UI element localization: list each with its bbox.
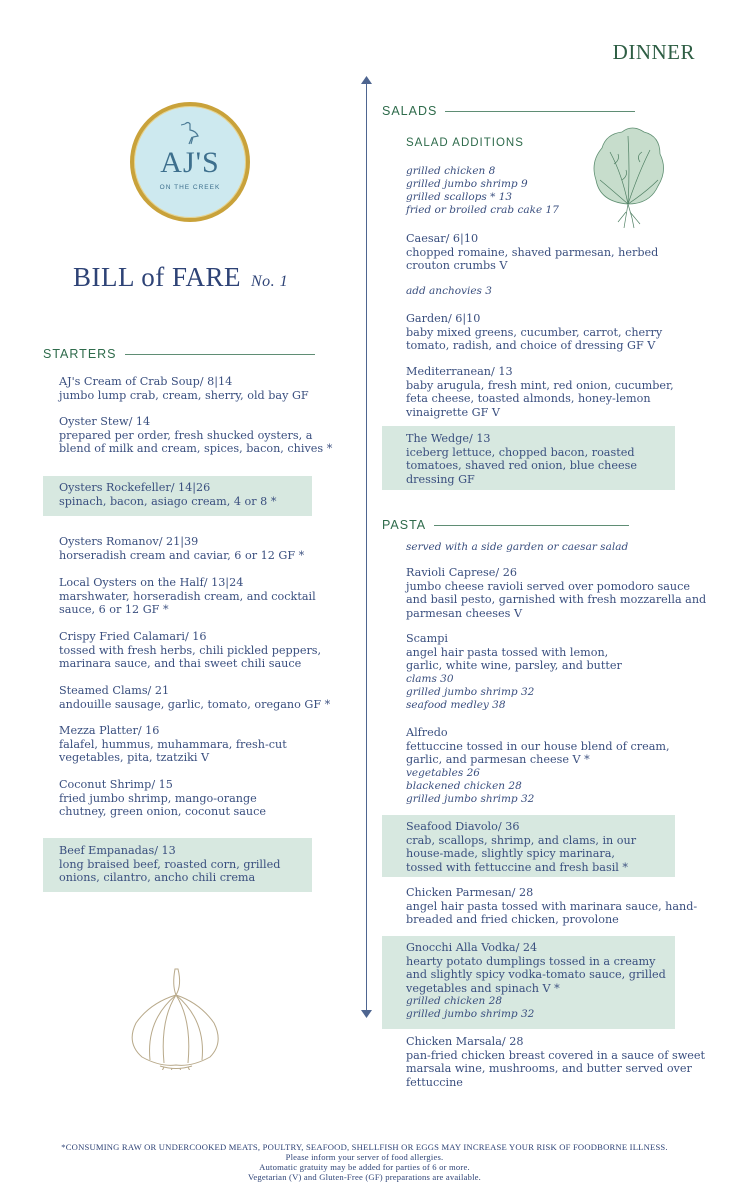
page-title: DINNER — [612, 40, 695, 64]
menu-item: Mediterranean/ 13 baby arugula, fresh mint, red onion, cucumber, feta cheese, toasted almonds, honey-lemon vinaigrette GF V — [406, 365, 674, 419]
arrow-down-icon — [361, 1010, 372, 1018]
menu-item: Local Oysters on the Half/ 13|24 marshwater, horseradish cream, and cocktail sauce, 6 or 12 GF * — [59, 576, 316, 617]
menu-item: Chicken Marsala/ 28 pan-fried chicken breast covered in a sauce of sweet marsala wine, mushrooms, and butter served over fettuccine — [406, 1035, 706, 1089]
menu-item: The Wedge/ 13 iceberg lettuce, chopped bacon, roasted tomatoes, shaved red onion, blue cheese dressing GF — [406, 432, 637, 486]
menu-item: Oysters Romanov/ 21|39 horseradish cream and caviar, 6 or 12 GF * — [59, 535, 305, 562]
arrow-up-icon — [361, 76, 372, 84]
menu-item: Steamed Clams/ 21 andouille sausage, garlic, tomato, oregano GF * — [59, 684, 331, 711]
menu-item: Seafood Diavolo/ 36 crab, scallops, shrimp, and clams, in our house-made, slightly spicy marinara, tossed with fettuccine and fresh basil * — [406, 820, 637, 874]
lettuce-illustration — [588, 124, 668, 230]
menu-number: No. 1 — [251, 273, 289, 290]
menu-item: Caesar/ 6|10 chopped romaine, shaved parmesan, herbed crouton crumbs V — [406, 232, 659, 273]
menu-item: Chicken Parmesan/ 28 angel hair pasta tossed with marinara sauce, hand-breaded and fried chicken, provolone — [406, 886, 698, 927]
starters-heading: STARTERS — [43, 347, 315, 361]
menu-item: Scampi angel hair pasta tossed with lemon, garlic, white wine, parsley, and butter clams 30 grilled jumbo shrimp 32 seafood medley 38 — [406, 632, 622, 711]
menu-item: Gnocchi Alla Vodka/ 24 hearty potato dumplings tossed in a creamy and slightly spicy vodka-tomato sauce, grilled vegetables and spinach V * grilled chicken 28 grilled jumbo shrimp 32 — [406, 941, 666, 1021]
heron-icon — [181, 120, 201, 146]
pasta-note: served with a side garden or caesar salad — [406, 541, 629, 553]
pasta-heading: PASTA — [382, 518, 629, 532]
salads-heading: SALADS — [382, 104, 635, 118]
logo-name: AJ'S — [160, 146, 220, 179]
divider — [125, 354, 315, 355]
garlic-illustration — [120, 965, 230, 1070]
salad-additions-list: grilled chicken 8 grilled jumbo shrimp 9 grilled scallops * 13 fried or broiled crab cake 17 — [406, 165, 559, 216]
menu-title: BILL of FARE No. 1 — [73, 262, 289, 292]
footer-disclaimer: *CONSUMING RAW OR UNDERCOOKED MEATS, POULTRY, SEAFOOD, SHELLFISH OR EGGS MAY INCREASE YOUR RISK OF FOODBORNE ILLNESS. Please inform your server of food allergies. Automatic gratuity may be added for parties of 6 or more. Vegetarian (V) and Gluten-Free (GF) preparations are available. — [61, 1142, 668, 1182]
menu-item: AJ's Cream of Crab Soup/ 8|14 jumbo lump crab, cream, sherry, old bay GF — [59, 375, 309, 402]
divider — [434, 525, 629, 526]
menu-item: Garden/ 6|10 baby mixed greens, cucumber, carrot, cherry tomato, radish, and choice of dressing GF V — [406, 312, 663, 353]
salad-additions-heading: SALAD ADDITIONS — [406, 137, 524, 149]
menu-item: Alfredo fettuccine tossed in our house blend of cream, garlic, and parmesan cheese V * vegetables 26 blackened chicken 28 grilled jumbo shrimp 32 — [406, 726, 670, 805]
logo — [130, 102, 250, 222]
menu-item: Coconut Shrimp/ 15 fried jumbo shrimp, mango-orange chutney, green onion, coconut sauce — [59, 778, 266, 819]
column-divider — [366, 82, 367, 1012]
logo-tagline: ON THE CREEK — [159, 184, 221, 191]
menu-item: Crispy Fried Calamari/ 16 tossed with fresh herbs, chili pickled peppers, marinara sauce, and thai sweet chili sauce — [59, 630, 322, 671]
menu-item: Beef Empanadas/ 13 long braised beef, roasted corn, grilled onions, cilantro, ancho chili crema — [59, 844, 281, 885]
menu-item: Oyster Stew/ 14 prepared per order, fresh shucked oysters, a blend of milk and cream, spices, bacon, chives * — [59, 415, 333, 456]
menu-item: Oysters Rockefeller/ 14|26 spinach, bacon, asiago cream, 4 or 8 * — [59, 481, 277, 508]
menu-item: Mezza Platter/ 16 falafel, hummus, muhammara, fresh-cut vegetables, pita, tzatziki V — [59, 724, 287, 765]
divider — [445, 111, 635, 112]
menu-item: Ravioli Caprese/ 26 jumbo cheese ravioli served over pomodoro sauce and basil pesto, garnished with fresh mozzarella and parmesan cheeses V — [406, 566, 707, 620]
caesar-extra: add anchovies 3 — [406, 285, 492, 297]
